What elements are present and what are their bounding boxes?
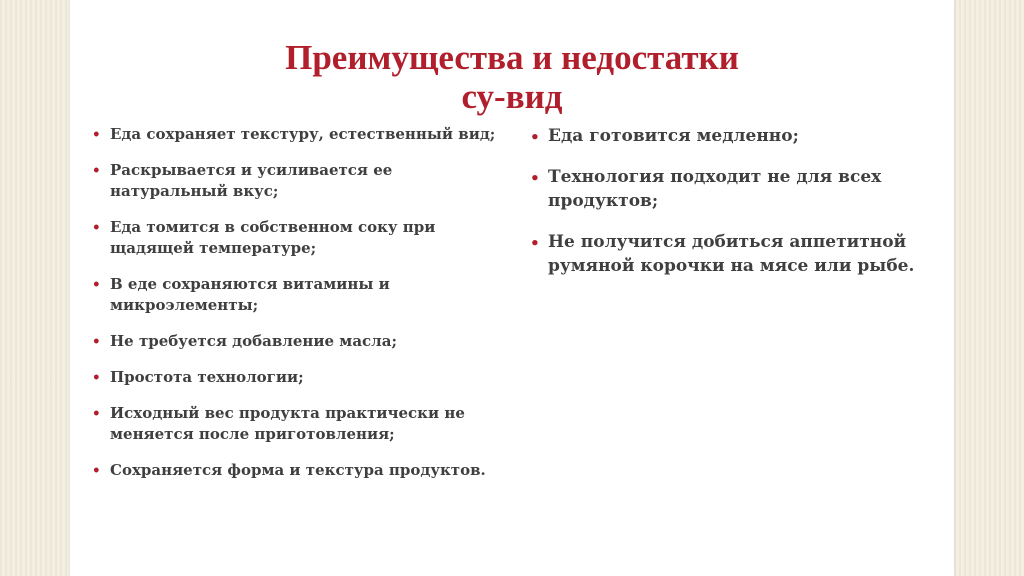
bullet-icon: • xyxy=(530,128,540,146)
advantage-text: Простота технологии; xyxy=(110,368,304,386)
advantages-list xyxy=(92,124,502,496)
advantage-item xyxy=(92,460,502,481)
slide-title: Преимущества и недостатки су-вид xyxy=(285,38,739,116)
bullet-icon: • xyxy=(92,163,101,179)
bullet-icon: • xyxy=(92,127,101,143)
bullet-icon: • xyxy=(92,277,101,293)
disadvantage-text: Еда готовится медленно; xyxy=(548,126,799,146)
advantage-text: Раскрывается и усиливается ее натуральный вкус; xyxy=(110,161,393,200)
bullet-icon: • xyxy=(530,234,540,252)
bullet-icon: • xyxy=(530,169,540,187)
advantage-item xyxy=(92,160,502,202)
bullet-icon: • xyxy=(92,220,101,236)
advantage-item xyxy=(92,124,502,145)
advantage-item xyxy=(92,274,502,316)
advantage-item xyxy=(92,403,502,445)
advantage-text: Исходный вес продукта практически не меняется после приготовления; xyxy=(110,404,465,443)
bullet-icon: • xyxy=(92,334,101,350)
advantage-text: Еда томится в собственном соку при щадящей температуре; xyxy=(110,218,436,257)
bullet-icon: • xyxy=(92,406,101,422)
right-decorative-band xyxy=(954,0,1024,576)
disadvantage-item xyxy=(530,230,940,278)
disadvantage-item xyxy=(530,165,940,213)
advantage-item xyxy=(92,217,502,259)
bullet-icon: • xyxy=(92,463,101,479)
advantage-text: Не требуется добавление масла; xyxy=(110,332,397,350)
disadvantage-text: Не получится добиться аппетитной румяной корочки на мясе или рыбе. xyxy=(548,232,915,276)
advantage-text: Сохраняется форма и текстура продуктов. xyxy=(110,461,486,479)
advantage-item xyxy=(92,331,502,352)
disadvantages-list xyxy=(530,124,940,295)
advantage-item xyxy=(92,367,502,388)
advantage-text: В еде сохраняются витамины и микроэлементы; xyxy=(110,275,390,314)
presentation-slide xyxy=(70,0,954,576)
disadvantage-item xyxy=(530,124,940,148)
left-decorative-band xyxy=(0,0,70,576)
disadvantage-text: Технология подходит не для всех продуктов; xyxy=(548,167,882,211)
advantage-text: Еда сохраняет текстуру, естественный вид; xyxy=(110,125,496,143)
bullet-icon: • xyxy=(92,370,101,386)
